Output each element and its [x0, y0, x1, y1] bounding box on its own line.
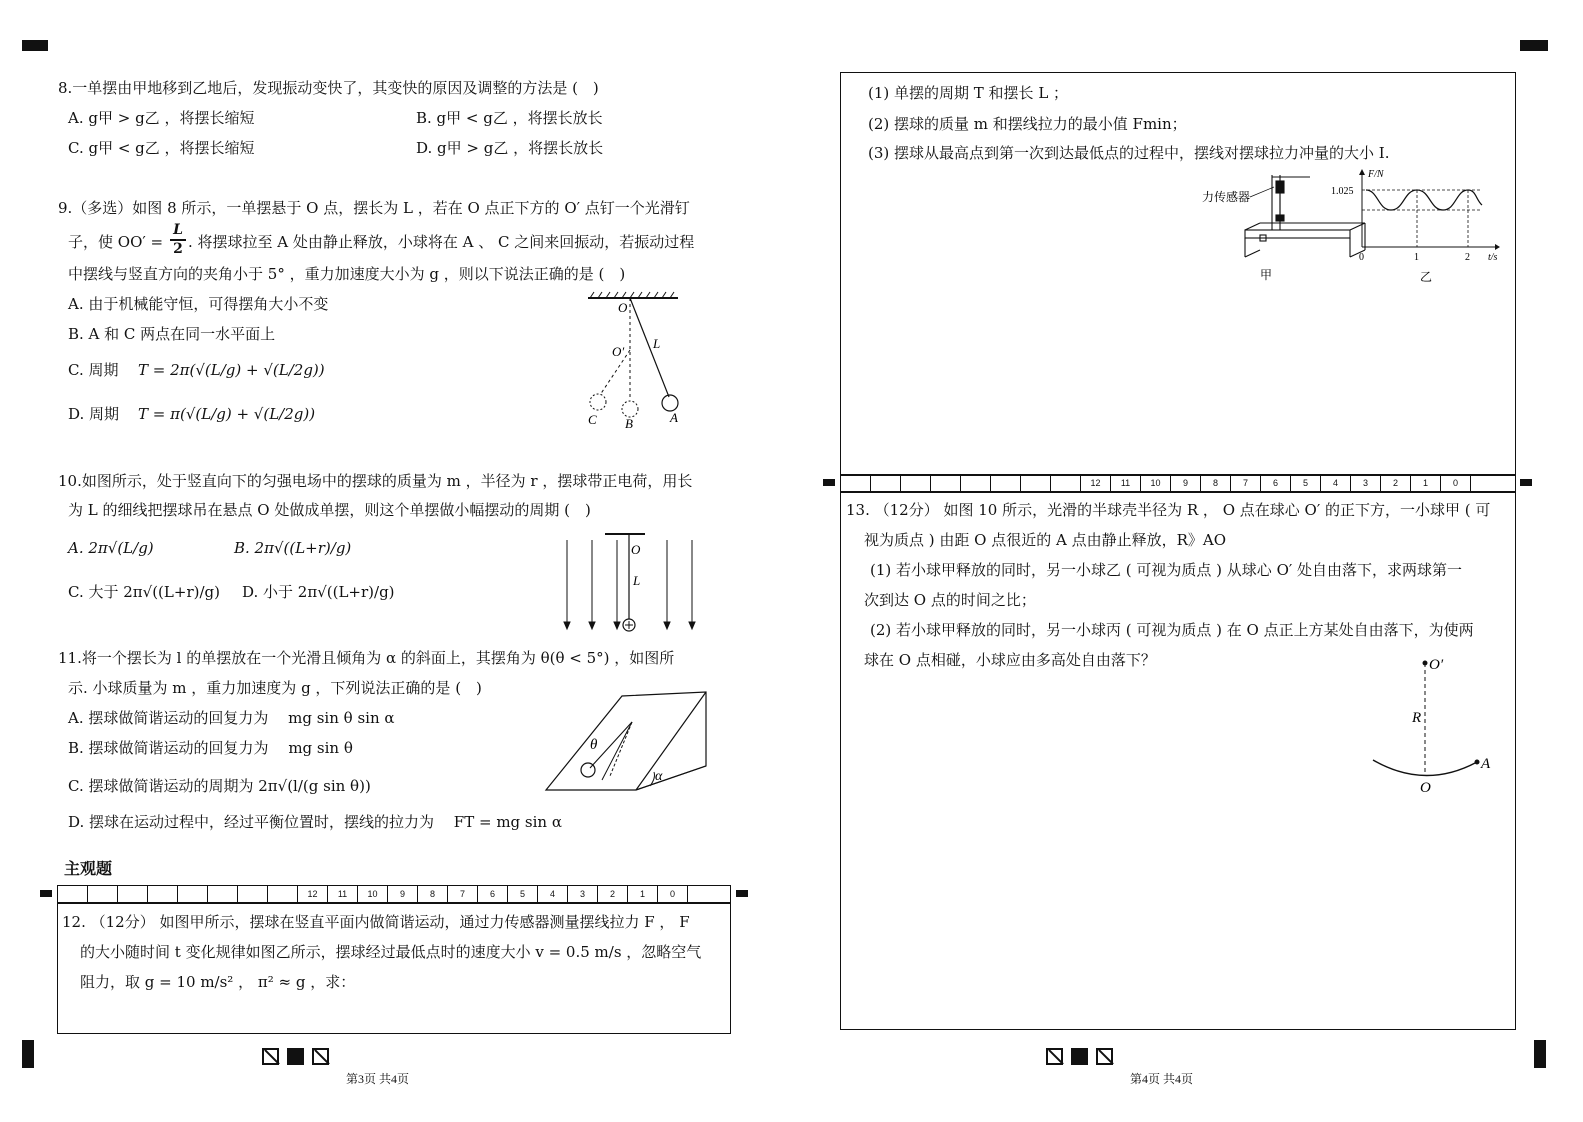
grid-cell-blank[interactable] — [238, 886, 268, 902]
grid-cell-blank[interactable] — [208, 886, 238, 902]
question-11-option-a: A. 摆球做简谐运动的回复力为 mg sin θ sin α — [68, 709, 395, 727]
section-title-subjective: 主观题 — [64, 859, 113, 878]
ball — [581, 763, 595, 777]
point-a — [1475, 760, 1480, 765]
incline-figure — [540, 688, 710, 798]
y-axis-arrow — [1359, 169, 1365, 175]
question-13-line-5: (2) 若小球甲释放的同时，另一小球丙 ( 可视为质点 ) 在 O 点正上方某处自由落下，为使两 — [870, 621, 1474, 639]
question-13-line-3: (1) 若小球甲释放的同时，另一小球乙 ( 可视为质点 ) 从球心 O′ 处自由落下，求两球第一 — [870, 561, 1463, 579]
grid-cell-number[interactable]: 8 — [418, 886, 448, 902]
force-sensor-figure — [1200, 165, 1500, 290]
crossed-square-icon — [1096, 1048, 1113, 1065]
question-12-line-1: 12. （12分） 如图甲所示，摆球在竖直平面内做简谐运动，通过力传感器测量摆线拉力 F ， F — [62, 913, 690, 931]
registration-mark-grid-left — [40, 890, 52, 897]
crossed-square-icon — [312, 1048, 329, 1065]
grid-cell-number[interactable]: 10 — [358, 886, 388, 902]
pendulum-figure-8 — [580, 290, 690, 430]
grid-cell-blank[interactable] — [961, 475, 991, 491]
question-10-option-a: A. 2π√(L/g) — [68, 539, 154, 557]
registration-mark-top-left — [22, 40, 48, 51]
force-time-graph — [1331, 169, 1500, 263]
hemisphere-figure — [1365, 650, 1495, 800]
label-x-axis: t/s — [1488, 252, 1498, 263]
grid-cell-blank[interactable] — [688, 886, 718, 902]
label-c: C — [588, 412, 597, 427]
grid-cell-number[interactable]: 6 — [478, 886, 508, 902]
question-11-option-b: B. 摆球做简谐运动的回复力为 mg sin θ — [68, 739, 353, 757]
label-o-prime: O′ — [612, 344, 625, 359]
question-9-option-c-formula: T = 2π(√(L/g) + √(L/2g)) — [138, 361, 325, 379]
question-12-sub-2: (2) 摆球的质量 m 和摆线拉力的最小值 Fmin； — [868, 115, 1187, 133]
question-12-sub-3: (3) 摆球从最高点到第一次到达最低点的过程中，摆线对摆球拉力冲量的大小 I. — [868, 144, 1390, 162]
grid-cell-number[interactable]: 10 — [1141, 475, 1171, 491]
sensor-pointer — [1250, 187, 1274, 197]
filled-square-icon — [287, 1048, 304, 1065]
question-11-option-c: C. 摆球做简谐运动的周期为 2π√(l/(g sin θ)) — [68, 777, 371, 795]
force-curve — [1366, 190, 1482, 210]
question-9-option-c-label: C. 周期 — [68, 361, 119, 379]
base-edge — [636, 766, 706, 790]
question-10-option-d: D. 小于 2π√((L+r)/g) — [242, 583, 395, 601]
grid-cell-number[interactable]: 9 — [388, 886, 418, 902]
grid-cell-blank[interactable] — [178, 886, 208, 902]
page-mark-icons-right — [1046, 1048, 1113, 1065]
grid-cell-blank[interactable] — [148, 886, 178, 902]
label-a: A — [1481, 756, 1491, 772]
grid-cell-blank[interactable] — [268, 886, 298, 902]
question-9-line-3: 中摆线与竖直方向的夹角小于 5° ，重力加速度大小为 g ，则以下说法正确的是 ( ) — [68, 265, 626, 283]
label-jia: 甲 — [1260, 268, 1273, 282]
label-o: O — [631, 542, 641, 557]
fraction-numerator: L — [173, 222, 183, 238]
label-l: L — [653, 336, 661, 351]
grid-cell-blank[interactable] — [1021, 475, 1051, 491]
label-o: O — [1420, 780, 1431, 796]
label-x-0: 0 — [1359, 252, 1364, 263]
grid-cell-number[interactable]: 5 — [508, 886, 538, 902]
label-b: B — [625, 416, 633, 430]
grid-cell-number[interactable]: 6 — [1261, 475, 1291, 491]
question-9-line-2a: 子，使 OO′ = — [68, 233, 164, 251]
grid-cell-number[interactable]: 8 — [1201, 475, 1231, 491]
electric-field-figure — [555, 530, 705, 635]
grid-cell-number[interactable]: 7 — [1231, 475, 1261, 491]
crossed-square-icon — [262, 1048, 279, 1065]
label-yi: 乙 — [1420, 270, 1433, 284]
grid-cell-blank[interactable] — [991, 475, 1021, 491]
grid-cell-number[interactable]: 12 — [1081, 475, 1111, 491]
incline-outline — [546, 692, 706, 790]
grid-cell-number[interactable]: 4 — [1321, 475, 1351, 491]
question-10-line-2: 为 L 的细线把摆球吊在悬点 O 处做成单摆，则这个单摆做小幅摆动的周期 ( ) — [68, 501, 591, 519]
grid-cell-number[interactable]: 2 — [1381, 475, 1411, 491]
fraction-denominator: 2 — [173, 241, 183, 257]
grid-cell-blank[interactable] — [871, 475, 901, 491]
question-8-stem: 8.一单摆由甲地移到乙地后，发现振动变快了，其变快的原因及调整的方法是 ( ) — [58, 79, 599, 97]
grid-cell-number[interactable]: 4 — [538, 886, 568, 902]
grid-cell-number[interactable]: 11 — [1111, 475, 1141, 491]
question-10-line-1: 10.如图所示，处于竖直向下的匀强电场中的摆球的质量为 m ，半径为 r ，摆球带正电荷，用长 — [58, 472, 693, 490]
equilibrium-line — [610, 722, 632, 776]
question-9-line-2b: . 将摆球拉至 A 处由静止释放，小球将在 A 、 C 之间来回振动，若振动过程 — [188, 233, 695, 251]
question-9-option-b: B. A 和 C 两点在同一水平面上 — [68, 325, 276, 343]
question-9-option-d-formula: T = π(√(L/g) + √(L/2g)) — [138, 405, 316, 423]
label-alpha: α — [655, 769, 663, 784]
question-11-option-d: D. 摆球在运动过程中，经过平衡位置时，摆线的拉力为 FT = mg sin α — [68, 813, 562, 831]
question-8-option-a: A. g甲 > g乙 ，将摆长缩短 — [68, 109, 255, 127]
ball-c — [590, 394, 606, 410]
page-mark-icons-left — [262, 1048, 329, 1065]
grid-cell-number[interactable]: 0 — [658, 886, 688, 902]
grid-cell-number[interactable]: 11 — [328, 886, 358, 902]
grid-cell-blank[interactable] — [88, 886, 118, 902]
page-footer-left: 第3页 共4页 — [346, 1072, 410, 1086]
question-9-option-d-label: D. 周期 — [68, 405, 120, 423]
label-force-sensor: 力传感器 — [1202, 190, 1251, 204]
question-13-line-1: 13. （12分） 如图 10 所示，光滑的半球壳半径为 R ， O 点在球心 O′ 的正下方，一小球甲 ( 可 — [846, 501, 1491, 519]
question-13-line-2: 视为质点 ) 由距 O 点很近的 A 点由静止释放，R》AO — [864, 531, 1227, 549]
score-grid-right — [840, 474, 1516, 492]
label-y-value: 1.025 — [1331, 186, 1354, 197]
question-11-line-1: 11.将一个摆长为 l 的单摆放在一个光滑且倾角为 α 的斜面上，其摆角为 θ(θ < 5°) ，如图所 — [58, 649, 675, 667]
grid-cell-number[interactable]: 7 — [448, 886, 478, 902]
label-x-1: 1 — [1414, 252, 1419, 263]
grid-cell-blank[interactable] — [58, 886, 88, 902]
question-12-line-2: 的大小随时间 t 变化规律如图乙所示，摆球经过最低点时的速度大小 v = 0.5 m/s ，忽略空气 — [80, 943, 702, 961]
registration-mark-grid-right — [736, 890, 748, 897]
registration-mark-top-right — [1520, 40, 1548, 51]
grid-cell-number[interactable]: 1 — [1411, 475, 1441, 491]
label-o: O — [618, 300, 628, 315]
question-9-line-1: 9.（多选）如图 8 所示，一单摆悬于 O 点，摆长为 L ，若在 O 点正下方的 O′ 点钉一个光滑钉 — [58, 199, 690, 217]
score-grid-left — [57, 885, 731, 903]
grid-cell-number[interactable]: 12 — [298, 886, 328, 902]
registration-mark-bottom-left — [22, 1040, 34, 1068]
swing-line — [602, 722, 632, 780]
question-10-option-c: C. 大于 2π√((L+r)/g) — [68, 583, 220, 601]
crossed-square-icon — [1046, 1048, 1063, 1065]
pendulum-string — [630, 298, 669, 397]
label-theta: θ — [590, 737, 598, 753]
grid-cell-number[interactable]: 5 — [1291, 475, 1321, 491]
registration-mark-mid-left — [823, 479, 835, 486]
question-13-line-6: 球在 O 点相碰，小球应由多高处自由落下？ — [864, 651, 1156, 669]
incline-edge — [636, 692, 706, 790]
question-8-option-d: D. g甲 > g乙 ，将摆长放长 — [416, 139, 604, 157]
ball-b — [622, 401, 638, 417]
grid-cell-number[interactable]: 2 — [598, 886, 628, 902]
grid-cell-blank[interactable] — [118, 886, 148, 902]
grid-cell-blank[interactable] — [1471, 475, 1501, 491]
question-10-option-b: B. 2π√((L+r)/g) — [234, 539, 352, 557]
question-8-option-b: B. g甲 < g乙 ，将摆长放长 — [416, 109, 603, 127]
x-axis-arrow — [1495, 244, 1500, 250]
ball-a — [662, 395, 678, 411]
label-l: L — [633, 573, 641, 588]
registration-mark-bottom-right — [1534, 1040, 1546, 1068]
grid-cell-number[interactable]: 3 — [568, 886, 598, 902]
grid-cell-blank[interactable] — [1051, 475, 1081, 491]
grid-cell-number[interactable]: 1 — [628, 886, 658, 902]
question-13-line-4: 次到达 O 点的时间之比； — [864, 591, 1036, 609]
question-12-sub-1: (1) 单摆的周期 T 和摆长 L ； — [868, 84, 1069, 102]
filled-square-icon — [1071, 1048, 1088, 1065]
grid-cell-blank[interactable] — [841, 475, 871, 491]
grid-cell-number[interactable]: 3 — [1351, 475, 1381, 491]
question-12-line-3: 阻力，取 g = 10 m/s² ， π² ≈ g ，求： — [80, 973, 356, 991]
question-11-line-2: 示. 小球质量为 m ，重力加速度为 g ，下列说法正确的是 ( ) — [68, 679, 482, 697]
grid-cell-number[interactable]: 9 — [1171, 475, 1201, 491]
page-footer-right: 第4页 共4页 — [1130, 1072, 1194, 1086]
grid-cell-blank[interactable] — [901, 475, 931, 491]
grid-cell-number[interactable]: 0 — [1441, 475, 1471, 491]
label-r: R — [1412, 710, 1422, 726]
question-9-option-a: A. 由于机械能守恒，可得摆角大小不变 — [68, 295, 329, 313]
grid-cell-blank[interactable] — [931, 475, 961, 491]
question-8-option-c: C. g甲 < g乙 ，将摆长缩短 — [68, 139, 255, 157]
registration-mark-mid-right — [1520, 479, 1532, 486]
label-a: A — [670, 410, 678, 425]
label-o-prime: O′ — [1429, 657, 1444, 673]
label-x-2: 2 — [1465, 252, 1470, 263]
label-y-axis: F/N — [1368, 169, 1384, 180]
